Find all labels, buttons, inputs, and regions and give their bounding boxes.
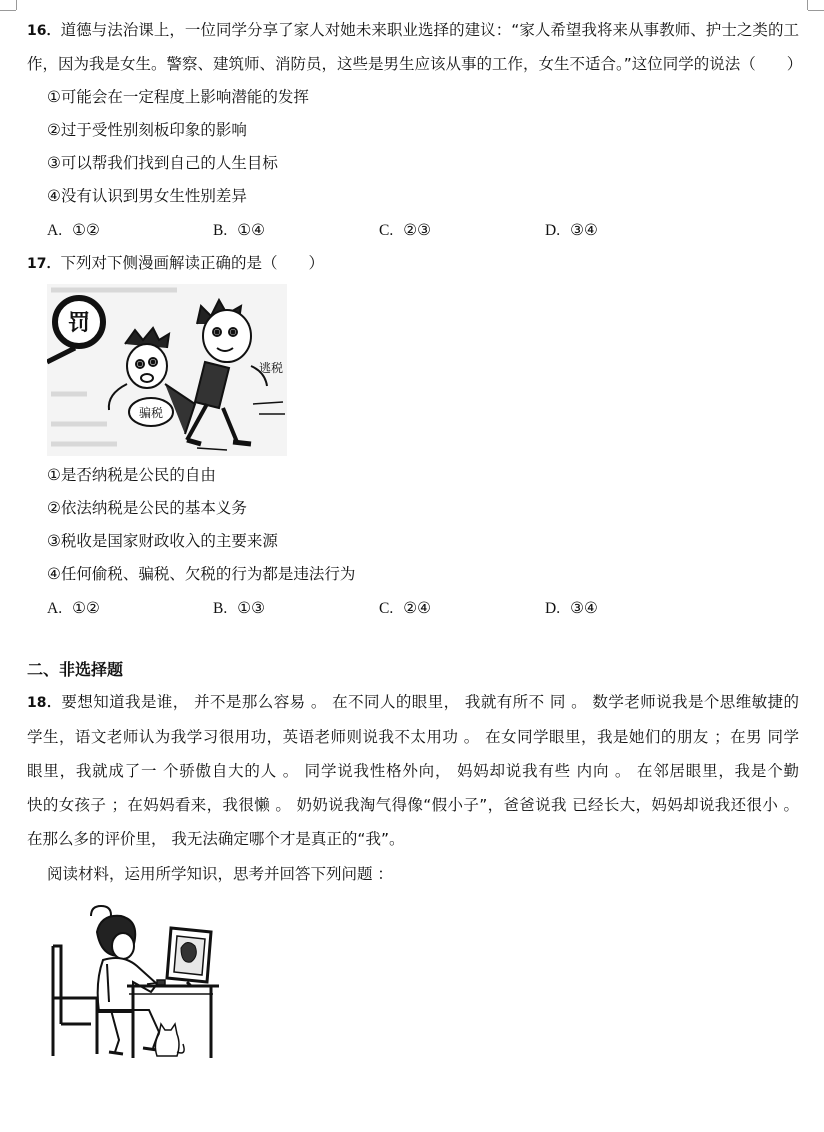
choice-c[interactable]	[379, 591, 545, 625]
money-bag-cheat	[129, 398, 173, 426]
question-17	[27, 247, 799, 625]
answer-choices	[27, 213, 799, 247]
choice-letter: A.	[47, 600, 63, 617]
reading-material	[27, 685, 799, 856]
choice-value: ③④	[570, 599, 598, 617]
question-stem	[27, 14, 799, 48]
question-number: 17．	[27, 256, 61, 272]
mirror	[167, 928, 211, 986]
crop-mark	[808, 10, 824, 11]
choice-value: ①③	[237, 599, 266, 617]
statement-option: ②过于受性别刻板印象的影响	[47, 121, 247, 139]
material-line: 在那么多的评价里， 我无法确定哪个才是真正的“我”。	[27, 830, 405, 848]
question-stem: 作，因为我是女生。警察、建筑师、消防员，这些是男生应该从事的工作，女生不适合。”这位同学的说法（ ）	[27, 55, 803, 73]
choice-value: ②④	[403, 599, 432, 617]
material-text: 要想知道我是谁， 并不是那么容易 。 在不同人的眼里， 我就有所不 同 。 数学老师说我是个思维敏捷的	[61, 693, 800, 711]
choice-a[interactable]	[47, 591, 213, 625]
material-line: 学生，语文老师认为我学习很用功，英语老师则说我不太用功 。 在女同学眼里，我是她们的朋友 ；在男 同学	[27, 728, 799, 746]
choice-c[interactable]	[379, 213, 545, 247]
question-prompt: 阅读材料，运用所学知识，思考并回答下列问题 ：	[47, 865, 393, 883]
question-number: 18．	[27, 695, 62, 711]
choice-value: ②③	[403, 221, 432, 239]
stem-text: 下列对下侧漫画解读正确的是（ ）	[60, 254, 324, 272]
choice-letter: C.	[379, 600, 394, 617]
statement-option: ④没有认识到男女生性别差异	[47, 187, 247, 205]
choice-letter: A.	[47, 222, 63, 239]
choice-letter: D.	[545, 600, 561, 617]
crop-mark	[0, 10, 16, 11]
evade-tax-label: 逃税	[258, 361, 284, 375]
statement-option: ③可以帮我们找到自己的人生目标	[47, 154, 278, 172]
material-line: 眼里，我就成了一 个骄傲自大的人 。 同学说我性格外向， 妈妈却说我有些 内向 。 在邻居眼里，我是个勤	[27, 762, 799, 780]
choice-value: ①④	[237, 221, 266, 239]
choice-value: ①②	[72, 221, 100, 239]
choice-value: ③④	[570, 221, 598, 239]
choice-d[interactable]	[545, 591, 711, 625]
question-stem	[27, 247, 799, 281]
choice-letter: B.	[213, 222, 228, 239]
material-line	[27, 685, 799, 720]
exam-page	[27, 14, 803, 1062]
question-16	[27, 14, 803, 247]
girl-mirror-illustration	[47, 902, 219, 1062]
statement-option: ①是否纳税是公民的自由	[47, 466, 216, 484]
choice-letter: C.	[379, 222, 394, 239]
chair	[53, 946, 97, 1056]
statement-option: ②依法纳税是公民的基本义务	[47, 499, 247, 517]
statement-option: ③税收是国家财政收入的主要来源	[47, 532, 278, 550]
crop-mark	[16, 0, 17, 10]
question-number: 16．	[27, 23, 61, 39]
cheat-tax-label: 骗税	[138, 406, 164, 420]
section-heading: 二、非选择题	[27, 660, 124, 679]
choice-b[interactable]	[213, 591, 379, 625]
cat	[155, 1024, 184, 1056]
stem-text: 道德与法治课上，一位同学分享了家人对她未来职业选择的建议：“家人希望我将来从事教师、护士之类的工	[60, 21, 800, 39]
choice-b[interactable]	[213, 213, 379, 247]
choice-value: ①②	[72, 599, 100, 617]
statement-option: ④任何偷税、骗税、欠税的行为都是违法行为	[47, 565, 356, 583]
choice-a[interactable]	[47, 213, 213, 247]
crop-mark	[807, 0, 808, 10]
choice-letter: B.	[213, 600, 228, 617]
penalty-sign-text: 罚	[67, 311, 91, 336]
statement-option: ①可能会在一定程度上影响潜能的发挥	[47, 88, 309, 106]
choice-letter: D.	[545, 222, 561, 239]
choice-d[interactable]	[545, 213, 711, 247]
answer-choices	[27, 591, 799, 625]
material-line: 快的女孩子 ；在妈妈看来，我很懒 。 奶奶说我淘气得像“假小子”，爸爸说我 已经长大，妈妈却说我还很小 。	[27, 796, 799, 814]
question-18	[27, 685, 799, 1062]
tax-evasion-cartoon	[47, 284, 287, 456]
